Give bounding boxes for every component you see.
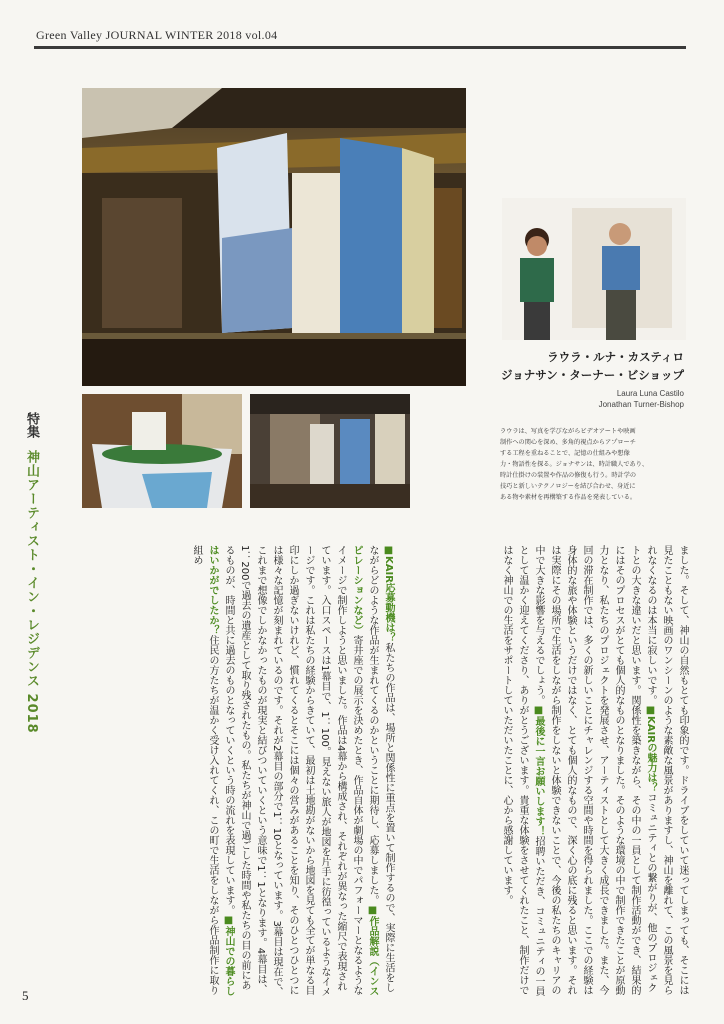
artist-bio [500, 426, 690, 503]
section-heading: ■最後に一言お願いします！ [533, 705, 544, 836]
bio-line: 力・物語性を探る。ジョナサンは、時計職人であり、 [500, 461, 649, 468]
installation-photo-2 [250, 394, 410, 508]
section-heading: ■作品解説（インスピレーションなど） [351, 545, 378, 996]
artists-portrait-photo [502, 198, 686, 340]
article-body-upper [400, 545, 690, 1000]
bio-line: 技巧と新しいテクノロジーを結び合わせ、身近に [500, 483, 636, 490]
bio-line: する工程を重ねることで、記憶の仕組みや想像 [500, 450, 630, 457]
paragraph: ました。そして、神山の自然もとても印象的です。ドライブをしていて迷ってしまっても、そこには見たこともない映画のワンシーンのような素敵な風景がありますし、神山を離れて、この風景を見られなくなるのは本当に寂しいです。 [645, 545, 688, 995]
feature-label: 特集 [24, 412, 39, 438]
paragraph: 私たちの作品は、場所と関係性に重点を置いて制作するので、実際に生活をしながらどのような作品が生まれてくるのかということに期待し、応募しました。 [367, 545, 394, 993]
bio-line: 制作への関心を深め、多角的視点からアプローチ [500, 439, 636, 446]
installation-photo-1 [82, 394, 242, 508]
journal-header: Green Valley JOURNAL WINTER 2018 vol.04 [36, 28, 278, 42]
article-body-lower [100, 545, 396, 1000]
paragraph: 住民の方たちが温かく受け入れてくれ、この町で生活をしながら作品制作に取り組め [191, 545, 218, 995]
artist-name-2-en: Jonathan Turner-Bishop [598, 400, 684, 409]
section-heading: ■KAIR応募動機は？ [383, 545, 394, 643]
paragraph: 寄井座での展示を決めたとき、作品自体が劇場の中でパフォーマーとなるようなイメージで制作しようと思いました。作品は4幕から構成され、それぞれが異なった縮尺で表現されています。入口スペースは1幕目で、1：100。見えない旅人が地図を片手に彷徨っているようなイメージです。これは私たちの経験からきていて、最初は土地勘がないから地図を見ても全てが単なる目印にしか過ぎないけれど、慣れてくるとそこには個々の営みがあることを知り、そのひとつひとつには様々な記憶が刻まれているのです。それが2幕目の部分で1：10となっています。3幕目は現在で、これまで想像でしかなかったものが現実と結びついていくという意味で1：1となります。4幕目は、1：200で過去の遺産として取り残されたもの。私たちが神山で過ごした時間や私たちの目の前にあるものが、時間と共に過去のものとなっていくという時の流れを表現しています。 [223, 545, 362, 997]
feature-title: 神山アーティスト・イン・レジデンス 2018 [24, 449, 39, 734]
paragraph: 招聘いただき、コミュニティの一員として温かく迎えてくださり、ありがとうございます。貴重な体験をさせてくれたこと、制作だけではなく神山での生活をサポートしていただいたことに、心から感謝しています。 [501, 545, 544, 996]
header-rule [34, 46, 686, 49]
artist-name-1-en: Laura Luna Castilo [616, 389, 684, 398]
section-heading: ■KAIRの魅力は？ [645, 705, 656, 793]
page-number: 5 [22, 988, 29, 1003]
artist-names-en [599, 388, 684, 410]
artist-name-1-jp: ラウラ・ルナ・カスティロ [547, 350, 684, 364]
artist-names-jp [501, 348, 684, 384]
bio-line: ある物や素材を再構築する作品を発表している。 [500, 494, 637, 501]
artist-name-2-jp: ジョナサン・ターナー・ビショップ [501, 368, 684, 382]
feature-heading [22, 412, 41, 733]
bio-line: 時計仕掛けの装置や作品の修復も行う。時計学の [500, 472, 637, 479]
main-photo [82, 88, 466, 386]
paragraph: コミュニティとの繋がりが、他のプロジェクトとの大きな違いだと思います。関係性を築きながら、その中の一員として制作活動ができ、結果的にはそのプロセスがとても個人的なものとなりました。そのような環境の中で制作できたことが原動力となり、私たちのプロジェクトを発展させ、アーティストとして大きく成長できました。また、今回の滞在制作では、多くの新しいことにチャレンジする空間や時間を得られました。ここでの経験は身体的な旅や体験というだけではなく、とても個人的なもので、深く心の底に残ると思います。それは実際にその場所で生活をしながら制作をしないと体験できないことで、今後の私たちのキャリアの中で大きな影響を与えるでしょう。 [533, 545, 656, 995]
section-heading: ■神山での暮らしはいかがでしたか？ [207, 545, 234, 996]
bio-line: ラウラは、写真を学びながらビデオアートや映画 [500, 428, 636, 435]
